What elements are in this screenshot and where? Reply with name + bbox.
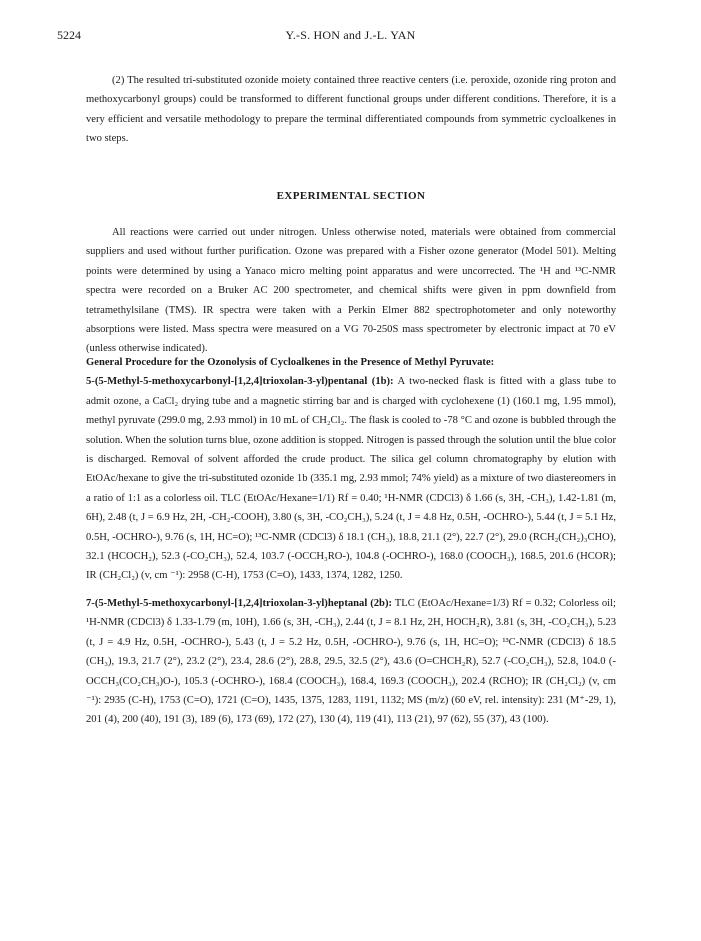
intro-paragraph: (2) The resulted tri-substituted ozonide moiety contained three reactive centers (i.e. peroxide, ozonide ring proton and methoxycarbonyl groups) could be transformed to different functional groups under different conditions. Therefore, it is a very efficient and versatile methodology to prepare the terminal differentiated compounds from symmetric cycloalkenes in two steps.: [86, 75, 616, 145]
general-procedure: [86, 353, 616, 586]
page-number: 5224: [57, 28, 81, 42]
compound-1b-title: 5-(5-Methyl-5-methoxycarbonyl-[1,2,4]trioxolan-3-yl)pentanal (1b):: [86, 376, 394, 388]
experimental-section: [86, 223, 616, 359]
running-head-authors: Y.-S. HON and J.-L. YAN: [285, 28, 416, 42]
procedure-paragraph: [86, 353, 616, 586]
running-head: [57, 28, 644, 44]
experimental-paragraph: All reactions were carried out under nitrogen. Unless otherwise noted, materials were obtained from commercial suppliers and used without further purification. Ozone was prepared with a Fisher ozone generator (Model 501). Melting points were determined by using a Yanaco micro melting point apparatus and were uncorrected. The ¹H and ¹³C-NMR spectra were recorded on a Bruker AC 200 spectrometer, and chemical shifts were given in ppm downfield from tetramethylsilane (TMS). IR spectra were taken with a Perkin Elmer 882 spectrophotometer and only noteworthy absorptions were listed. Mass spectra were measured on a VG 70-250S mass spectrometer by electronic impact at 70 eV (unless otherwise indicated).: [86, 227, 616, 355]
compound-2b-section: [86, 594, 616, 730]
procedure-body: A two-necked flask is fitted with a glass tube to admit ozone, a CaCl₂ drying tube and a magnetic stirring bar and is charged with cyclohexene (1) (160.1 mg, 1.95 mmol), methyl pyruvate (299.0 mg, 2.93 mmol) in 10 mL of CH₂Cl₂. The flask is cooled to -78 °C and ozone is bubbled through the solution. When the solution turns blue, ozone addition is stopped. Nitrogen is passed through the solution until the blue color is discharged. Removal of solvent afforded the crude product. The silica gel column chromatography by elution with EtOAc/hexane to give the tri-substituted ozonide 1b (335.1 mg, 2.93 mmol; 74% yield) as a mixture of two diastereomers in a ratio of 1:1 as a colorless oil. TLC (EtOAc/Hexane=1/1) Rf = 0.40; ¹H-NMR (CDCl3) δ 1.66 (s, 3H, -CH₃), 1.42-1.81 (m, 6H), 2.48 (t, J = 6.9 Hz, 2H, -CH₂-COOH), 3.80 (s, 3H, -CO₂CH₃), 5.24 (t, J = 4.8 Hz, 0.5H, -OCHRO-), 5.44 (t, J = 5.1 Hz, 0.5H, -OCHRO-), 9.76 (s, 1H, HC=O); ¹³C-NMR (CDCl3) δ 18.1 (CH₃), 18.8, 21.1 (2°), 22.7 (2°), 29.0 (RCH₂(CH₂)₃CHO), 32.1 (HCOCH₂), 52.3 (-CO₂CH₃), 52.4, 103.7 (-OCCH₃RO-), 104.8 (-OCHRO-), 168.0 (COOCH₃), 168.5, 201.6 (HCOR); IR (CH₂Cl₂) (v, cm ⁻¹): 2958 (C-H), 1753 (C=O), 1433, 1374, 1282, 1250.: [86, 376, 616, 582]
procedure-title: General Procedure for the Ozonolysis of Cycloalkenes in the Presence of Methyl Pyruvate:: [86, 357, 495, 368]
compound-2b-body: TLC (EtOAc/Hexane=1/3) Rf = 0.32; Colorless oil; ¹H-NMR (CDCl3) δ 1.33-1.79 (m, 10H), 1.66 (s, 3H, -CH₃), 2.44 (t, J = 8.1 Hz, 2H, HOCH₂R), 3.81 (s, 3H, -CO₂CH₃), 5.23 (t, J = 4.9 Hz, 0.5H, -OCHRO-), 5.43 (t, J = 5.2 Hz, 0.5H, -OCHRO-), 9.76 (s, 1H, HC=O); ¹³C-NMR (CDCl3) δ 18.5 (CH₃), 19.3, 21.7 (2°), 23.2 (2°), 23.4, 28.6 (2°), 28.8, 29.5, 32.5 (2°), 43.6 (O=CHCH₂R), 52.7 (-CO₂CH₃), 52.8, 104.0 (-OCCH₃(CO₂CH₃)O-), 105.3 (-OCHRO-), 168.4 (COOCH₃), 168.4, 169.3 (COOCH₃), 202.4 (RCHO); IR (CH₂Cl₂) (v, cm ⁻¹): 2935 (C-H), 1753 (C=O), 1721 (C=O), 1435, 1375, 1283, 1191, 1132; MS (m/z) (60 eV, rel. intensity): 231 (M⁺-29, 1), 201 (4), 200 (40), 191 (3), 189 (6), 173 (69), 172 (27), 130 (4), 119 (41), 113 (21), 97 (62), 55 (37), 43 (100).: [86, 598, 616, 726]
compound-2b-paragraph: [86, 594, 616, 730]
compound-2b-title: 7-(5-Methyl-5-methoxycarbonyl-[1,2,4]trioxolan-3-yl)heptanal (2b):: [86, 598, 393, 609]
section-heading: EXPERIMENTAL SECTION: [276, 190, 426, 202]
intro-section: [86, 71, 616, 149]
